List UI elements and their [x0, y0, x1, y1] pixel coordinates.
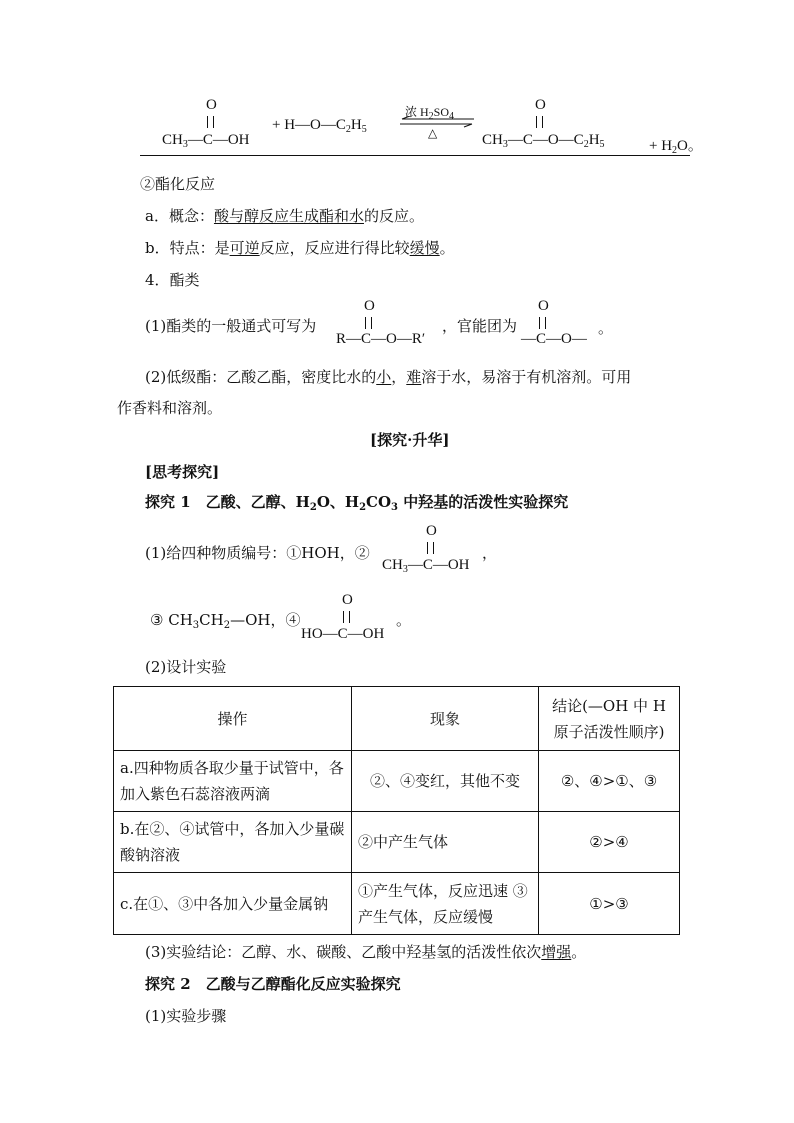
underlined-answer: 可逆: [229, 239, 260, 257]
table-cell: a.四种物质各取少量于试管中，各加入紫色石蕊溶液两滴: [114, 751, 352, 812]
ester-functional-group: —C—O—: [521, 331, 587, 347]
underlined-answer: 增强: [541, 943, 572, 961]
esters-p2: (2)低级酯：乙酸乙酯，密度比水的小，难溶于水，易溶于有机溶剂。可用: [145, 368, 632, 386]
think-label: [思考探究]: [145, 463, 220, 481]
double-bond-mark: [343, 611, 350, 623]
table-row: [114, 812, 680, 873]
table-cell: ①产生气体，反应迅速 ③产生气体，反应缓慢: [352, 873, 539, 935]
carbonic-acid-structure: HO—C—OH: [301, 626, 385, 642]
design-label: (2)设计实验: [145, 658, 227, 676]
water-formula: + $H_2O$。: [649, 138, 703, 156]
double-bond-mark: [207, 116, 214, 128]
carbonyl-o-label: O: [364, 298, 375, 314]
section-title: [探究·升华]: [370, 431, 450, 449]
double-bond-mark: [427, 542, 434, 554]
carbonyl-o-label: O: [535, 97, 546, 113]
double-bond-mark: [365, 317, 372, 329]
carbonyl-o-label: O: [206, 97, 217, 113]
table-cell: c.在①、③中各加入少量金属钠: [114, 873, 352, 935]
table-header: 现象: [352, 687, 539, 751]
esters-heading: 4．酯类: [145, 271, 200, 289]
explore-2-title: 探究 2 乙酸与乙醇酯化反应实验探究: [145, 975, 401, 993]
experiment-steps-label: (1)实验步骤: [145, 1007, 227, 1025]
ethyl-acetate-formula: $CH_3—C—O—C_2H_5$: [482, 132, 605, 150]
ethanol-formula: + $H—O—C_2H_5$: [272, 117, 367, 135]
experiment-table: [113, 686, 680, 935]
underlined-answer: 缓慢: [409, 239, 440, 257]
equation-underline: [140, 155, 690, 156]
general-ester-formula: R—C—O—R′: [336, 331, 426, 347]
table-cell: ②>④: [539, 812, 680, 873]
table-header: 结论(—OH 中 H 原子活泼性顺序): [539, 687, 680, 751]
esterification-feature: b．特点：是可逆反应，反应进行得比较缓慢。: [145, 239, 455, 257]
underlined-answer: 酸与醇反应生成酯和水: [213, 207, 364, 225]
double-bond-mark: [536, 116, 543, 128]
table-cell: b.在②、④试管中，各加入少量碳酸钠溶液: [114, 812, 352, 873]
condition-bottom: △: [428, 126, 438, 140]
underlined-answer: 难: [406, 368, 422, 386]
esters-p2-line2: 作香料和溶剂。: [117, 399, 223, 417]
esterification-heading: ②酯化反应: [140, 175, 216, 193]
table-header: 操作: [114, 687, 352, 751]
acetic-acid-formula: $CH_3—C—OH$: [162, 132, 250, 150]
explore-1-title: 探究 1 乙酸、乙醇、$H_2O$、$H_2CO_3$ 中羟基的活泼性实验探究: [145, 493, 569, 513]
underlined-answer: 小: [376, 368, 392, 386]
carbonyl-o-label: O: [342, 592, 353, 608]
table-cell: ②中产生气体: [352, 812, 539, 873]
table-cell: ②、④>①、③: [539, 751, 680, 812]
carbonyl-o-label: O: [538, 298, 549, 314]
table-header-row: [114, 687, 680, 751]
table-row: [114, 751, 680, 812]
condition-top: 浓 $H_2SO_4$: [405, 105, 455, 122]
table-cell: ②、④变红，其他不变: [352, 751, 539, 812]
double-bond-mark: [539, 317, 546, 329]
table-cell: ①>③: [539, 873, 680, 935]
experiment-conclusion: (3)实验结论：乙醇、水、碳酸、乙酸中羟基氢的活泼性依次增强。: [145, 943, 587, 961]
table-row: [114, 873, 680, 935]
acetic-acid-structure: $CH_3—C—OH$: [382, 557, 470, 575]
ethanol-label: ③ $CH_3CH_2—OH$，④: [150, 611, 301, 631]
carbonyl-o-label: O: [426, 523, 437, 539]
esterification-concept: a．概念：酸与醇反应生成酯和水的反应。: [145, 207, 424, 225]
